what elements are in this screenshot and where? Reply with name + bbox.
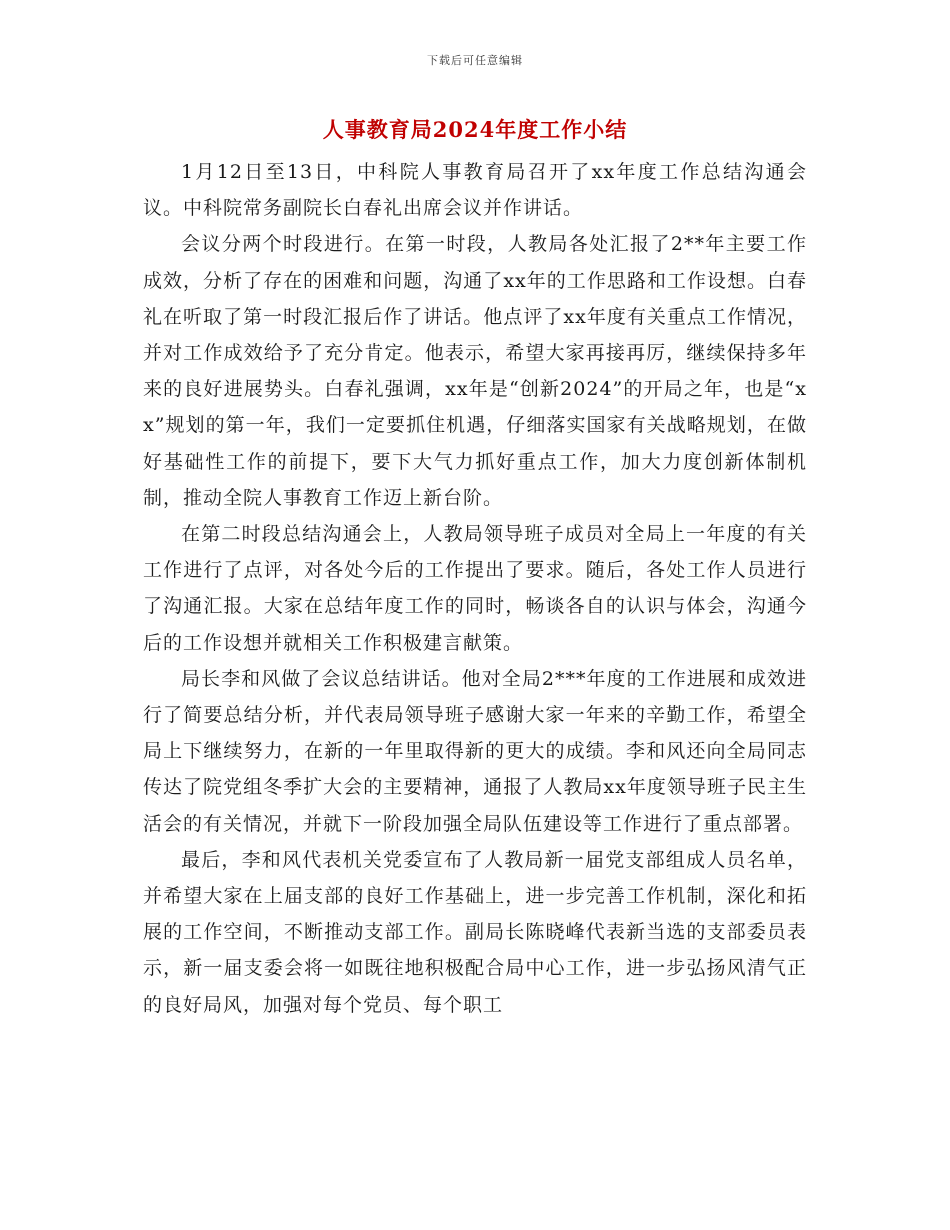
paragraph: 1月12日至13日，中科院人事教育局召开了xx年度工作总结沟通会议。中科院常务副院长白春礼出席会议并作讲话。 (143, 161, 807, 220)
header-note: 下载后可任意编辑 (427, 54, 523, 67)
paragraph: 会议分两个时段进行。在第一时段，人教局各处汇报了2**年主要工作成效，分析了存在的困难和问题，沟通了xx年的工作思路和工作设想。白春礼在听取了第一时段汇报后作了讲话。他点评了xx年度有关重点工作情况，并对工作成效给予了充分肯定。他表示，希望大家再接再厉，继续保持多年来的良好进展势头。白春礼强调，xx年是“创新2024”的开局之年，也是“xx”规划的第一年，我们一定要抓住机遇，仔细落实国家有关战略规划，在做好基础性工作的前提下，要下大气力抓好重点工作，加大力度创新体制机制，推动全院人事教育工作迈上新台阶。 (143, 233, 807, 509)
paragraph: 局长李和风做了会议总结讲话。他对全局2***年度的工作进展和成效进行了简要总结分析，并代表局领导班子感谢大家一年来的辛勤工作，希望全局上下继续努力，在新的一年里取得新的更大的成绩。李和风还向全局同志传达了院党组冬季扩大会的主要精神，通报了人教局xx年度领导班子民主生活会的有关情况，并就下一阶段加强全局队伍建设等工作进行了重点部署。 (143, 667, 807, 835)
paragraph: 最后，李和风代表机关党委宣布了人教局新一届党支部组成人员名单，并希望大家在上届支部的良好工作基础上，进一步完善工作机制，深化和拓展的工作空间，不断推动支部工作。副局长陈晓峰代表新当选的支部委员表示，新一届支委会将一如既往地积极配合局中心工作，进一步弘扬风清气正的良好局风，加强对每个党员、每个职工 (143, 848, 807, 1016)
paragraph: 在第二时段总结沟通会上，人教局领导班子成员对全局上一年度的有关工作进行了点评，对各处今后的工作提出了要求。随后，各处工作人员进行了沟通汇报。大家在总结年度工作的同时，畅谈各自的认识与体会，沟通今后的工作设想并就相关工作积极建言献策。 (143, 523, 807, 654)
document-title: 人事教育局2024年度工作小结 (322, 117, 628, 142)
document-body (143, 154, 807, 1023)
